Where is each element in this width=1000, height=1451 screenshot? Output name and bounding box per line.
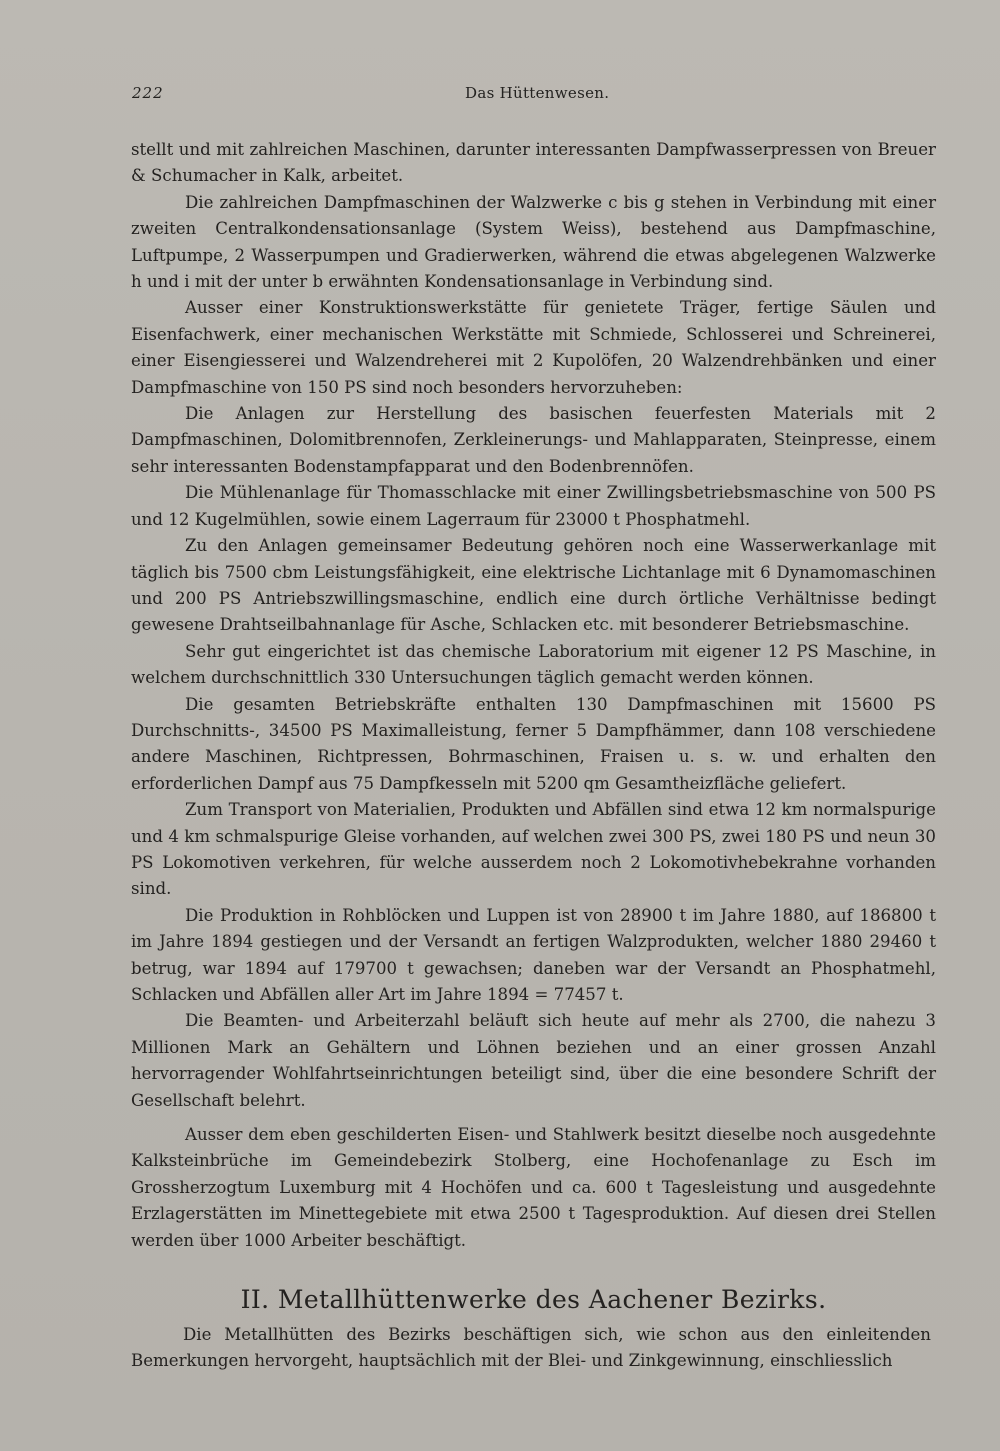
- paragraph: Ausser einer Konstruktionswerkstätte für genietete Träger, fertige Säulen und Eisenfachwerk, einer mechanischen Werkstätte mit Schmiede, Schlosserei und Schreinerei, einer Eisengiesserei und Walzendreherei mit 2 Kupolöfen, 20 Walzendrehbänken und einer Dampfmaschine von 150 PS sind noch besonders hervorzuheben:: [131, 298, 936, 397]
- paragraph: Die Beamten- und Arbeiterzahl beläuft sich heute auf mehr als 2700, die nahezu 3 Millionen Mark an Gehältern und Löhnen beziehen und an einer grossen Anzahl hervorragender Wohlfahrtseinrichtungen beteiligt sind, über die eine besondere Schrift der Gesellschaft belehrt.: [131, 1011, 936, 1110]
- section-heading: II. Metallhüttenwerke des Aachener Bezirks.: [240, 1285, 827, 1314]
- running-title: Das Hüttenwesen.: [465, 84, 610, 102]
- paragraph: Die gesamten Betriebskräfte enthalten 130 Dampfmaschinen mit 15600 PS Durchschnitts-, 34500 PS Maximalleistung, ferner 5 Dampfhämmer, dann 108 verschiedene andere Maschinen, Richtpressen, Bohrmaschinen, Fraisen u. s. w. und erhalten den erforderlichen Dampf aus 75 Dampfkesseln mit 5200 qm Gesamtheizfläche geliefert.: [131, 694, 936, 793]
- page-header: [132, 84, 932, 108]
- paragraph: Zu den Anlagen gemeinsamer Bedeutung gehören noch eine Wasserwerkanlage mit täglich bis 7500 cbm Leistungsfähigkeit, eine elektrische Lichtanlage mit 6 Dynamomaschinen und 200 PS Antriebszwillingsmaschine, endlich eine durch örtliche Verhältnisse bedingt gewesene Drahtseilbahnanlage für Asche, Schlacken etc. mit besonderer Betriebsmaschine.: [131, 536, 936, 635]
- paragraph: Ausser dem eben geschilderten Eisen- und Stahlwerk besitzt dieselbe noch ausgedehnte Kalksteinbrüche im Gemeindebezirk Stolberg, eine Hochofenanlage zu Esch im Grossherzogtum Luxemburg mit 4 Hochöfen und ca. 600 t Tagesleistung und ausgedehnte Erzlagerstätten im Minettegebiete mit etwa 2500 t Tagesproduktion. Auf diesen drei Stellen werden über 1000 Arbeiter beschäftigt.: [131, 1125, 936, 1250]
- paragraph: Die Anlagen zur Herstellung des basischen feuerfesten Materials mit 2 Dampfmaschinen, Dolomitbrennofen, Zerkleinerungs- und Mahlapparaten, Steinpresse, einem sehr interessanten Bodenstampfapparat und den Bodenbrennöfen.: [131, 404, 936, 476]
- paragraph: Die Produktion in Rohblöcken und Luppen ist von 28900 t im Jahre 1880, auf 186800 t im Jahre 1894 gestiegen und der Versandt an fertigen Walzprodukten, welcher 1880 29460 t betrug, war 1894 auf 179700 t gewachsen; daneben war der Versandt an Phosphatmehl, Schlacken und Abfällen aller Art im Jahre 1894 = 77457 t.: [131, 905, 936, 1004]
- page-number: 222: [132, 84, 164, 102]
- paragraph: Die Metallhütten des Bezirks beschäftigen sich, wie schon aus den einleitenden Bemerkungen hervorgeht, hauptsächlich mit der Blei- und Zinkgewinnung, einschliesslich: [131, 1325, 931, 1371]
- body-text: [131, 137, 936, 1254]
- paragraph: Zum Transport von Materialien, Produkten und Abfällen sind etwa 12 km normalspurige und 4 km schmalspurige Gleise vorhanden, auf welchen zwei 300 PS, zwei 180 PS und neun 30 PS Lokomotiven verkehren, für welche ausserdem noch 2 Lokomotivhebekrahne vorhanden sind.: [131, 800, 936, 899]
- paragraph: Sehr gut eingerichtet ist das chemische Laboratorium mit eigener 12 PS Maschine, in welchem durchschnittlich 330 Untersuchungen täglich gemacht werden können.: [131, 641, 936, 688]
- paragraph: stellt und mit zahlreichen Maschinen, darunter interessanten Dampfwasserpressen von Breuer & Schumacher in Kalk, arbeitet.: [131, 140, 936, 186]
- paragraph: Die zahlreichen Dampfmaschinen der Walzwerke c bis g stehen in Verbindung mit einer zweiten Centralkondensationsanlage (System Weiss), bestehend aus Dampfmaschine, Luftpumpe, 2 Wasserpumpen und Gradierwerken, während die etwas abgelegenen Walzwerke h und i mit der unter b erwähnten Kondensationsanlage in Verbindung sind.: [131, 192, 936, 292]
- section-text: [131, 1322, 931, 1375]
- paragraph: Die Mühlenanlage für Thomasschlacke mit einer Zwillingsbetriebsmaschine von 500 PS und 12 Kugelmühlen, sowie einem Lagerraum für 23000 t Phosphatmehl.: [131, 483, 936, 529]
